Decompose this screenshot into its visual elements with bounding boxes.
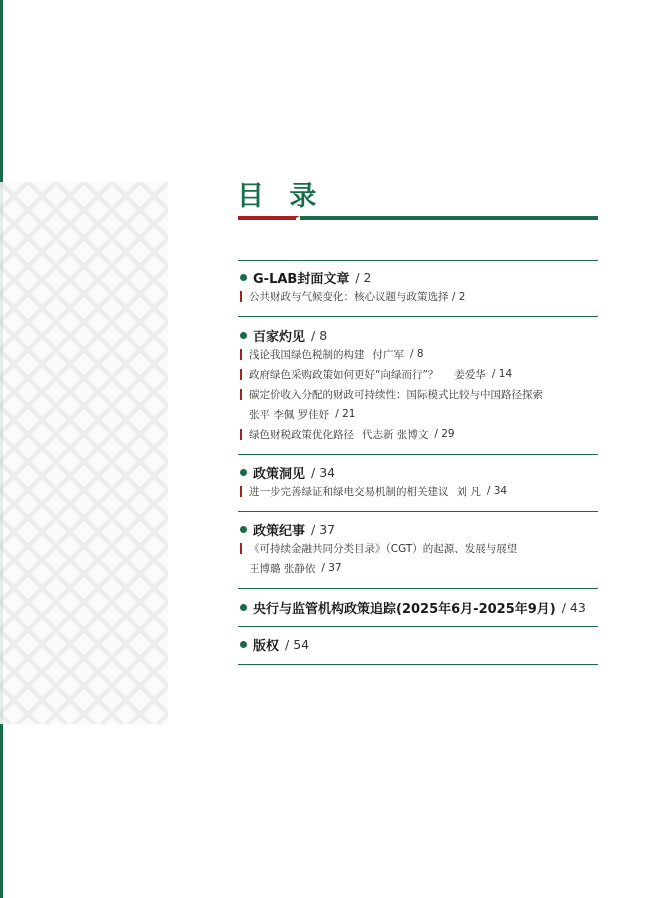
entry-marker-icon <box>240 389 242 400</box>
entry-marker-icon <box>240 543 242 554</box>
entry-title: 《可持续金融共同分类目录》（CGT）的起源、发展与展望 <box>249 542 518 555</box>
section-divider <box>238 588 598 589</box>
entry-title: 绿色财税政策优化路径 <box>249 428 354 441</box>
section-divider <box>238 316 598 317</box>
entry-page: / 14 <box>491 368 513 380</box>
page-title: 目 录 <box>237 181 325 212</box>
toc-section[interactable] <box>240 520 335 538</box>
section-title: 百家灼见 <box>253 329 306 345</box>
section-page: / 54 <box>285 636 310 652</box>
entry-author: 代志新 张博文 <box>362 428 429 441</box>
entry-marker-icon <box>240 429 242 440</box>
entry-title: 浅论我国绿色税制的构建 <box>249 348 365 361</box>
entry-title: 进一步完善绿证和绿电交易机制的相关建议 <box>249 485 449 498</box>
entry-author: 刘 凡 <box>456 485 481 498</box>
toc-section[interactable] <box>240 268 371 286</box>
section-divider <box>238 511 598 512</box>
bullet-dot-icon <box>240 604 247 611</box>
toc-section[interactable] <box>240 635 309 653</box>
toc-entry[interactable] <box>240 367 512 381</box>
section-page: / 8 <box>311 327 328 343</box>
toc-section[interactable] <box>240 326 327 344</box>
section-title: 政策纪事 <box>253 523 306 539</box>
toc-entry[interactable] <box>240 289 465 303</box>
bullet-dot-icon <box>240 526 247 533</box>
section-divider <box>238 260 598 261</box>
toc-entry[interactable] <box>240 387 543 401</box>
entry-marker-icon <box>240 349 242 360</box>
toc-section[interactable] <box>240 598 586 616</box>
bullet-dot-icon <box>240 274 247 281</box>
toc-entry[interactable] <box>240 427 455 441</box>
entry-marker-icon <box>240 486 242 497</box>
section-title: 央行与监管机构政策追踪(2025年6月-2025年9月) <box>253 601 556 617</box>
entry-author: 王博璐 张静依 <box>249 562 316 575</box>
toc-section[interactable] <box>240 463 335 481</box>
entry-marker-icon <box>240 369 242 380</box>
section-page: / 43 <box>561 599 586 615</box>
entry-author: 付广军 <box>372 348 404 361</box>
section-title: 政策洞见 <box>253 466 306 482</box>
entry-page: / 37 <box>321 562 342 574</box>
toc-entry-continuation <box>249 561 342 575</box>
section-divider <box>238 626 598 627</box>
entry-author: 姜爱华 <box>454 368 486 381</box>
entry-author: 张平 李佩 罗佳妤 <box>249 408 330 421</box>
entry-marker-icon <box>240 291 242 302</box>
section-page: / 37 <box>311 521 336 537</box>
entry-page: / 8 <box>410 348 424 360</box>
bullet-dot-icon <box>240 332 247 339</box>
title-underline <box>238 216 598 220</box>
section-page: / 2 <box>355 269 372 285</box>
toc-entry-continuation <box>249 407 355 421</box>
entry-title: 政府绿色采购政策如何更好“向绿而行”？ <box>249 368 439 381</box>
toc-entry[interactable] <box>240 347 424 361</box>
section-title: G-LAB封面文章 <box>253 271 350 287</box>
bullet-dot-icon <box>240 641 247 648</box>
section-divider <box>238 454 598 455</box>
entry-title: 碳定价收入分配的财政可持续性：国际模式比较与中国路径探索 <box>249 388 543 401</box>
entry-title: 公共财政与气候变化：核心议题与政策选择 / 2 <box>249 290 466 303</box>
decorative-pattern <box>0 182 168 724</box>
entry-page: / 34 <box>486 485 508 497</box>
section-title: 版权 <box>253 638 280 654</box>
toc-entry[interactable] <box>240 484 507 498</box>
entry-page: / 21 <box>335 408 356 420</box>
toc-entry[interactable] <box>240 541 517 555</box>
bullet-dot-icon <box>240 469 247 476</box>
section-page: / 34 <box>311 464 336 480</box>
section-divider <box>238 664 598 665</box>
entry-page: / 29 <box>434 428 455 440</box>
